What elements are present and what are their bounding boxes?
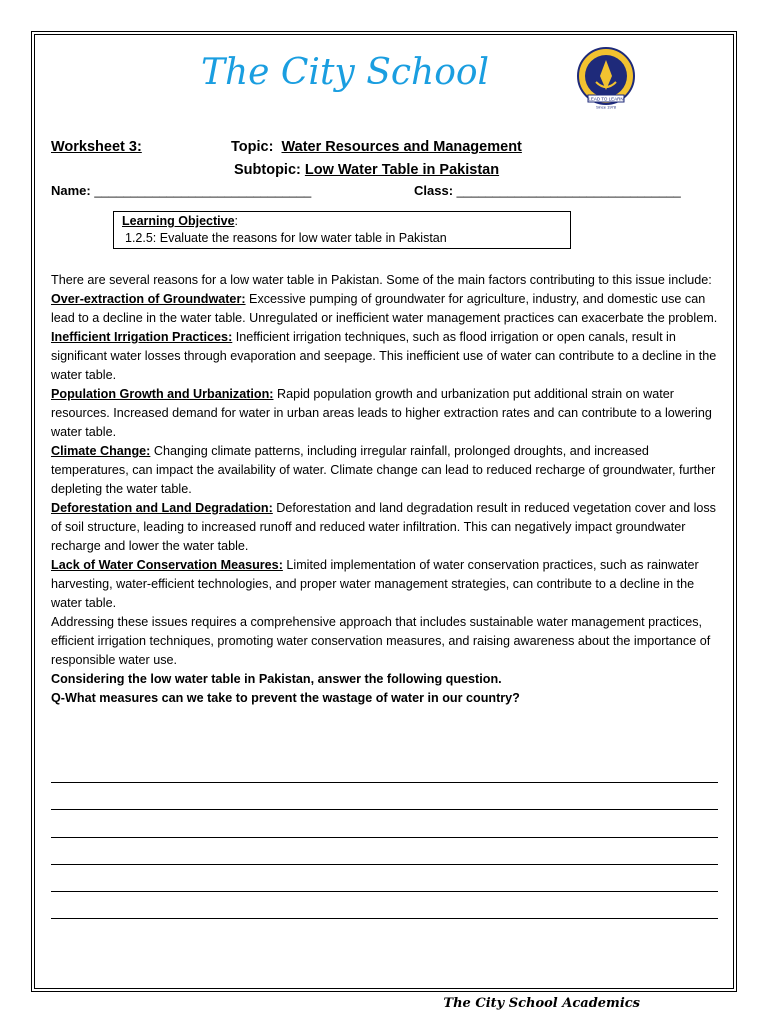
worksheet-number: Worksheet 3: — [51, 139, 142, 155]
topic-line — [231, 139, 522, 155]
question-text: Q-What measures can we take to prevent the wastage of water in our country? — [51, 691, 520, 705]
factor-text: Rapid population growth and urbanization put additional strain on water resources. Increased demand for water in urban areas leads to higher extraction rates and can contribute to a lowering water table. — [51, 387, 712, 439]
objective-label: Learning Objective — [122, 214, 235, 228]
answer-line[interactable] — [51, 810, 718, 837]
class-blank: _______________________________ — [456, 183, 681, 198]
school-crest-icon — [574, 46, 638, 110]
answer-line[interactable] — [51, 838, 718, 865]
worksheet-body — [51, 271, 721, 708]
answer-lines — [51, 756, 718, 919]
topic-label: Topic: — [231, 139, 274, 155]
factor-title: Inefficient Irrigation Practices: — [51, 330, 233, 344]
name-label: Name: — [51, 183, 91, 198]
topic-value: Water Resources and Management — [281, 139, 522, 155]
factor-text: Inefficient irrigation techniques, such as flood irrigation or open canals, result in significant water losses through evaporation and seepage. This inefficient use of water can contribute to a decline in the water table. — [51, 330, 717, 382]
intro-paragraph: There are several reasons for a low water table in Pakistan. Some of the main factors contributing to this issue include: — [51, 273, 712, 287]
factor-text: Limited implementation of water conservation practices, such as rainwater harvesting, water-efficient technologies, and proper water management strategies, can contribute to a decline in the water table. — [51, 558, 699, 610]
conclusion-paragraph: Addressing these issues requires a comprehensive approach that includes sustainable water management practices, efficient irrigation techniques, promoting water conservation measures, and raising awareness about the importance of responsible water use. — [51, 615, 711, 667]
objective-text: 1.2.5: Evaluate the reasons for low water table in Pakistan — [125, 231, 447, 245]
factor-text: Deforestation and land degradation result in reduced vegetation cover and loss of soil structure, leading to increased runoff and reduced water infiltration. This can negatively impact groundwater recharge and lower the water table. — [51, 501, 716, 553]
subtopic-value: Low Water Table in Pakistan — [304, 162, 500, 178]
factor-title: Population Growth and Urbanization: — [51, 387, 274, 401]
school-title: The City School — [200, 52, 490, 93]
factor-paragraph — [51, 290, 721, 328]
footer-academics: The City School Academics — [443, 996, 640, 1011]
factor-text: Excessive pumping of groundwater for agriculture, industry, and domestic use can lead to a decline in the water table. Unregulated or inefficient water management practices can exacerbate the problem. — [51, 292, 718, 325]
class-label: Class: — [414, 183, 454, 198]
factor-paragraph — [51, 556, 721, 613]
answer-line[interactable] — [51, 865, 718, 892]
objective-colon: : — [234, 214, 239, 228]
instruction-text: Considering the low water table in Pakistan, answer the following question. — [51, 672, 502, 686]
subtopic-line — [234, 162, 499, 178]
factor-title: Lack of Water Conservation Measures: — [51, 558, 283, 572]
subtopic-label: Subtopic: — [234, 162, 301, 178]
factor-title: Over-extraction of Groundwater: — [51, 292, 246, 306]
learning-objective-box — [113, 211, 571, 249]
factor-title: Deforestation and Land Degradation: — [51, 501, 273, 515]
factor-text: Changing climate patterns, including irregular rainfall, prolonged droughts, and increased temperatures, can impact the availability of water. Climate change can lead to reduced recharge of groundwater, further depleting the water table. — [51, 444, 716, 496]
class-field — [414, 183, 681, 198]
logo-since: Since 1978 — [595, 104, 617, 110]
factor-paragraph — [51, 499, 721, 556]
answer-line[interactable] — [51, 756, 718, 783]
name-field — [51, 183, 311, 198]
factor-title: Climate Change: — [51, 444, 151, 458]
factor-paragraph — [51, 385, 721, 442]
answer-line[interactable] — [51, 892, 718, 919]
answer-line[interactable] — [51, 783, 718, 810]
logo-motto: LEAD TO LEARN — [588, 96, 624, 102]
factor-paragraph — [51, 442, 721, 499]
name-blank: ______________________________ — [94, 183, 312, 198]
factor-paragraph — [51, 328, 721, 385]
